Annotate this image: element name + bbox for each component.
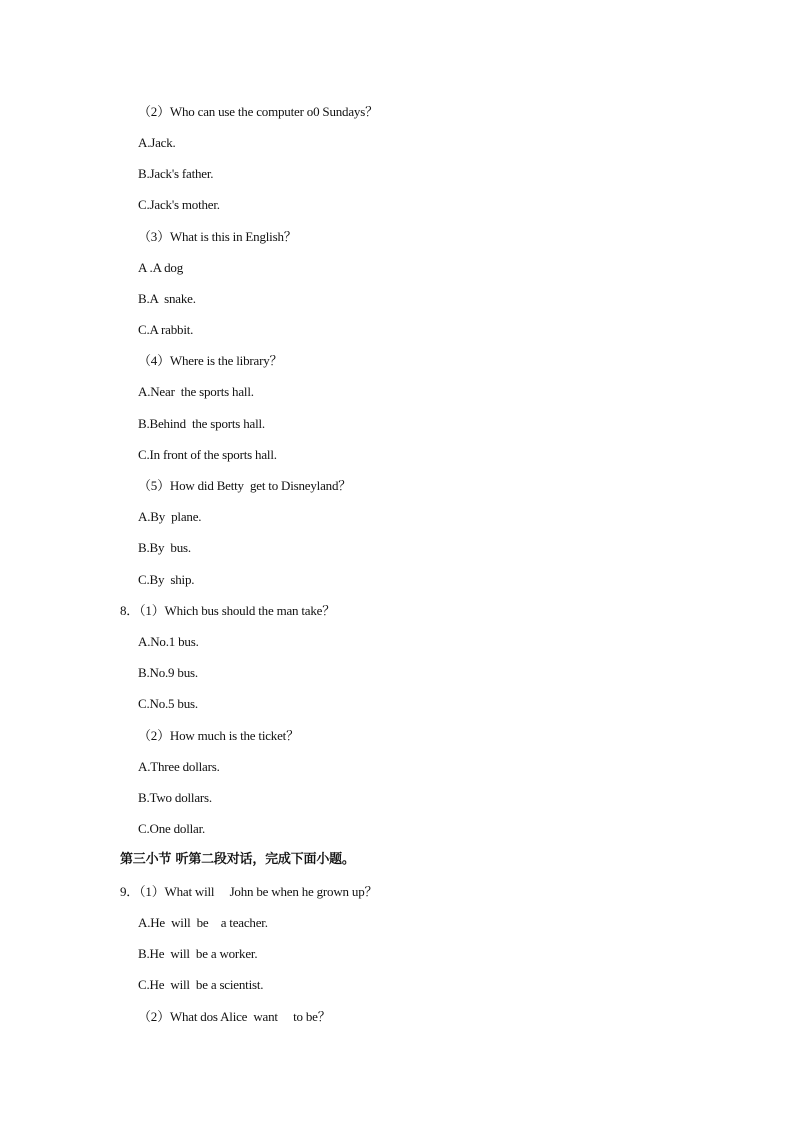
option-c: C.A rabbit. bbox=[138, 322, 194, 337]
section-heading: 第三小节 听第二段对话，完成下面小题。 bbox=[120, 852, 355, 867]
option-a: A.He will be a teacher. bbox=[138, 915, 268, 930]
option-b: B.Two dollars. bbox=[138, 790, 212, 805]
option-c: C.Jack's mother. bbox=[138, 197, 220, 212]
option-a: A.Near the sports hall. bbox=[138, 384, 254, 399]
option-c: C.He will be a scientist. bbox=[138, 977, 264, 992]
question-9-2-what-does-alice-want: （2）What dos Alice want to be？ bbox=[138, 1009, 331, 1024]
question-8-2-how-much-ticket: （2）How much is the ticket？ bbox=[138, 728, 299, 743]
question-4-where-library: （4）Where is the library？ bbox=[138, 353, 283, 368]
question-2-who-can-use-computer: （2）Who can use the computer o0 Sundays？ bbox=[138, 104, 378, 119]
option-a: A.No.1 bus. bbox=[138, 634, 199, 649]
option-b: B.Behind the sports hall. bbox=[138, 416, 265, 431]
option-c: C.One dollar. bbox=[138, 821, 206, 836]
option-a: A.Three dollars. bbox=[138, 759, 220, 774]
question-3-what-is-this: （3）What is this in English？ bbox=[138, 229, 297, 244]
option-c: C.No.5 bus. bbox=[138, 696, 198, 711]
question-8-1-which-bus: 8．（1）Which bus should the man take？ bbox=[120, 603, 336, 618]
option-b: B.He will be a worker. bbox=[138, 946, 258, 961]
question-5-how-did-betty: （5）How did Betty get to Disneyland？ bbox=[138, 478, 352, 493]
option-a: A.Jack. bbox=[138, 135, 176, 150]
option-b: B.By bus. bbox=[138, 540, 191, 555]
option-c: C.By ship. bbox=[138, 572, 195, 587]
question-9-1-what-will-john-be: 9．（1）What will John be when he grown up？ bbox=[120, 884, 378, 899]
option-b: B.No.9 bus. bbox=[138, 665, 198, 680]
option-c: C.In front of the sports hall. bbox=[138, 447, 277, 462]
option-a: A .A dog bbox=[138, 260, 183, 275]
option-a: A.By plane. bbox=[138, 509, 202, 524]
option-b: B.Jack's father. bbox=[138, 166, 214, 181]
option-b: B.A snake. bbox=[138, 291, 196, 306]
